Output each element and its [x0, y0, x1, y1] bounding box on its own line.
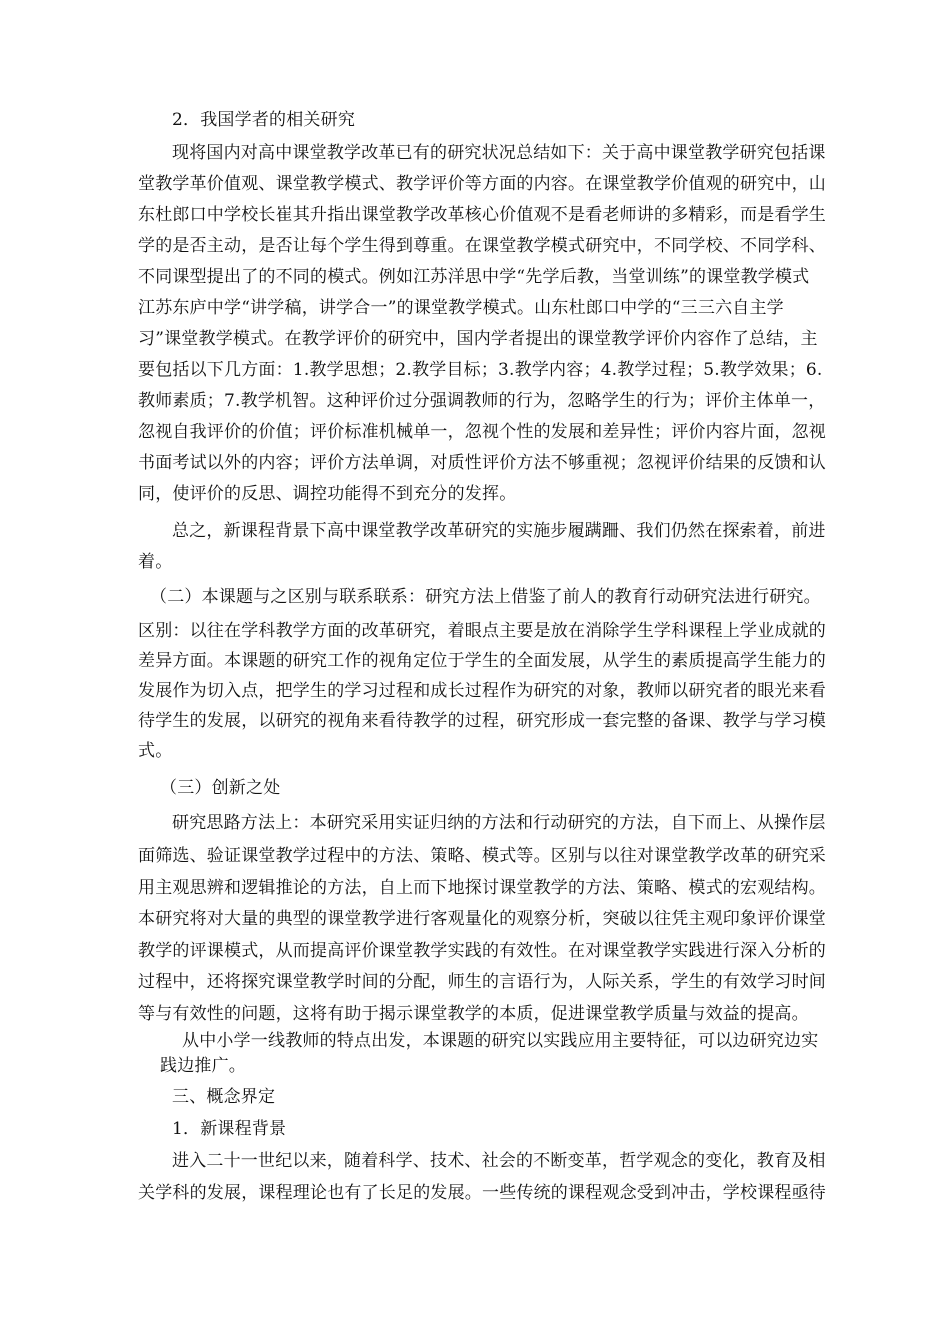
paragraph-line: 面筛选、验证课堂教学过程中的方法、策略、模式等。区别与以往对课堂教学改革的研究采 — [138, 846, 826, 866]
paragraph-line: 关学科的发展，课程理论也有了长足的发展。一些传统的课程观念受到冲击，学校课程亟待 — [138, 1183, 826, 1203]
paragraph-line: 东杜郎口中学校长崔其升指出课堂教学改革核心价值观不是看老师讲的多精彩，而是看学生 — [138, 205, 826, 225]
paragraph-line: 等与有效性的问题，这将有助于揭示课堂教学的本质，促进课堂教学质量与效益的提高。 — [138, 1004, 809, 1024]
paragraph-line: 江苏东庐中学“讲学稿，讲学合一”的课堂教学模式。山东杜郎口中学的“三三六自主学 — [138, 298, 784, 318]
paragraph-line: 要包括以下几方面：1.教学思想；2.教学目标；3.教学内容；4.教学过程；5.教学效果；6. — [138, 360, 823, 380]
paragraph-line: 本研究将对大量的典型的课堂教学进行客观量化的观察分析，突破以往凭主观印象评价课堂 — [138, 909, 826, 929]
paragraph-line: 学的是否主动，是否让每个学生得到尊重。在课堂教学模式研究中，不同学校、不同学科、 — [138, 236, 826, 256]
section-heading-domestic-research: 2．我国学者的相关研究 — [172, 110, 356, 130]
paragraph-line: 教学的评课模式，从而提高评价课堂教学实践的有效性。在对课堂教学实践进行深入分析的 — [138, 941, 826, 961]
paragraph-line: 待学生的发展，以研究的视角来看待教学的过程，研究形成一套完整的备课、教学与学习模 — [138, 711, 826, 731]
paragraph-line: 过程中，还将探究课堂教学时间的分配，师生的言语行为，人际关系，学生的有效学习时间 — [138, 972, 826, 992]
paragraph-line: 发展作为切入点，把学生的学习过程和成长过程作为研究的对象，教师以研究者的眼光来看 — [138, 681, 826, 701]
paragraph-line: 式。 — [138, 741, 173, 761]
paragraph-line: 书面考试以外的内容；评价方法单调，对质性评价方法不够重视；忽视评价结果的反馈和认 — [138, 453, 826, 473]
section-heading-concepts: 三、概念界定 — [172, 1087, 276, 1107]
paragraph-line: 同，使评价的反思、调控功能得不到充分的发挥。 — [138, 484, 517, 504]
paragraph-line: 堂教学革价值观、课堂教学模式、教学评价等方面的内容。在课堂教学价值观的研究中，山 — [138, 174, 826, 194]
paragraph-line: 进入二十一世纪以来，随着科学、技术、社会的不断变革，哲学观念的变化，教育及相 — [172, 1151, 826, 1171]
paragraph-line: 不同课型提出了的不同的模式。例如江苏洋思中学“先学后教，当堂训练”的课堂教学模式 — [138, 267, 810, 287]
paragraph-line: 践边推广。 — [160, 1056, 246, 1076]
paragraph-line: 习”课堂教学模式。在教学评价的研究中，国内学者提出的课堂教学评价内容作了总结，主 — [138, 329, 818, 349]
section-heading-innovation: （三）创新之处 — [160, 778, 281, 798]
section-heading-new-curriculum: 1．新课程背景 — [172, 1119, 287, 1139]
paragraph-line: 总之，新课程背景下高中课堂教学改革研究的实施步履蹒跚、我们仍然在探索着，前进 — [172, 521, 826, 541]
paragraph-line: 从中小学一线教师的特点出发，本课题的研究以实践应用主要特征，可以边研究边实 — [182, 1031, 819, 1051]
paragraph-line: 现将国内对高中课堂教学改革已有的研究状况总结如下：关于高中课堂教学研究包括课 — [172, 143, 826, 163]
paragraph-line: 用主观思辨和逻辑推论的方法，自上而下地探讨课堂教学的方法、策略、模式的宏观结构。 — [138, 878, 826, 898]
section-heading-differences: （二）本课题与之区别与联系联系：研究方法上借鉴了前人的教育行动研究法进行研究。 — [150, 587, 821, 607]
paragraph-line: 教师素质；7.教学机智。这种评价过分强调教师的行为，忽略学生的行为；评价主体单一， — [138, 391, 826, 411]
paragraph-line: 着。 — [138, 552, 173, 572]
paragraph-line: 区别：以往在学科教学方面的改革研究，着眼点主要是放在消除学生学科课程上学业成就的 — [138, 621, 826, 641]
paragraph-line: 忽视自我评价的价值；评价标准机械单一，忽视个性的发展和差异性；评价内容片面，忽视 — [138, 422, 826, 442]
paragraph-line: 差异方面。本课题的研究工作的视角定位于学生的全面发展，从学生的素质提高学生能力的 — [138, 651, 826, 671]
paragraph-line: 研究思路方法上：本研究采用实证归纳的方法和行动研究的方法，自下而上、从操作层 — [172, 813, 826, 833]
